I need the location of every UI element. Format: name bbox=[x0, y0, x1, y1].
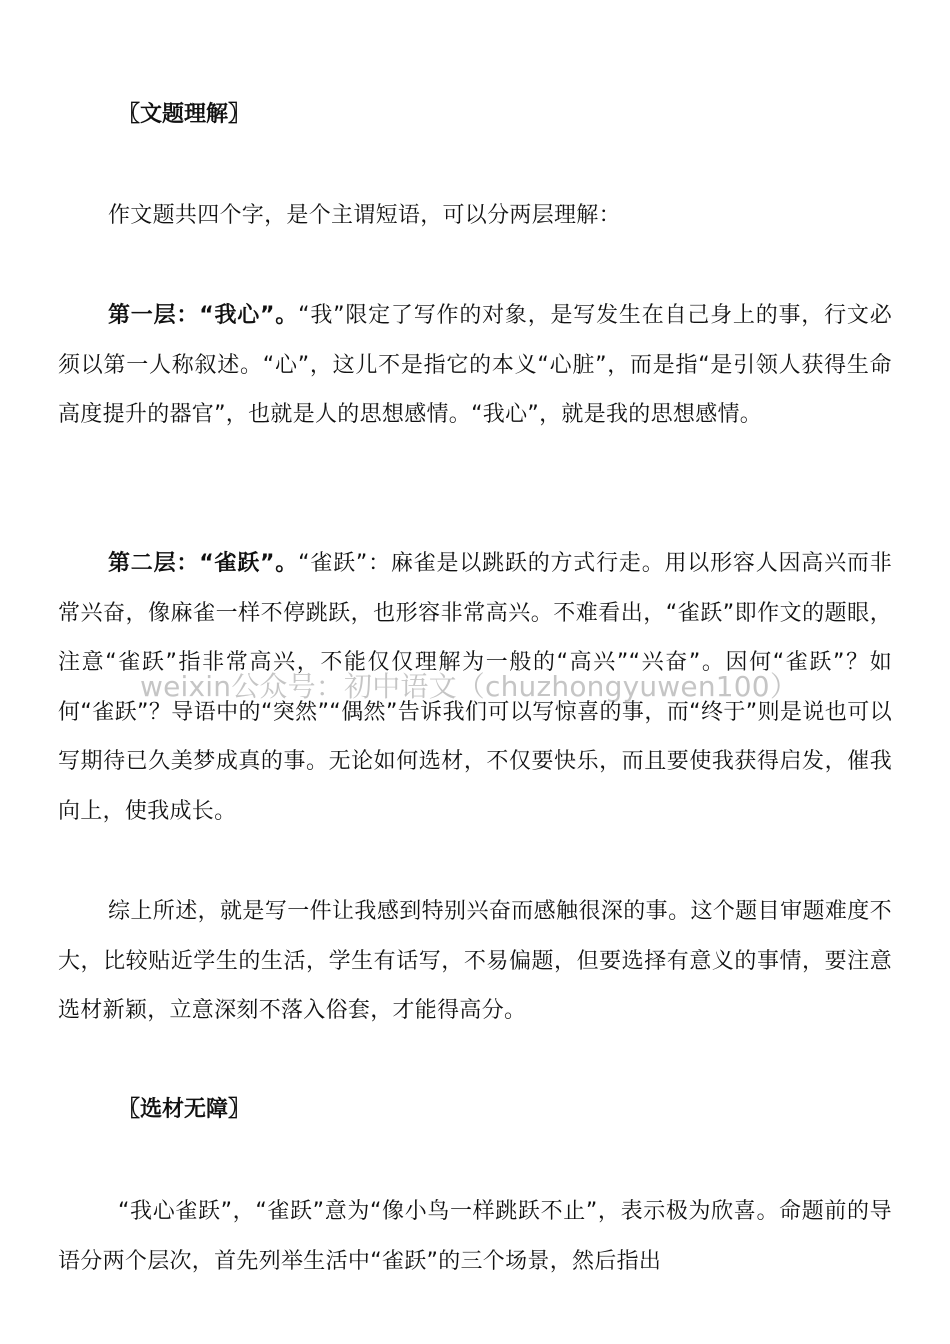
layer1-paragraph bbox=[58, 291, 892, 440]
summary-paragraph: 综上所述，就是写一件让我感到特别兴奋而感触很深的事。这个题目审题难度不大，比较贴近学生的生活，学生有话写，不易偏题，但要选择有意义的事情，要注意选材新颖，立意深刻不落入俗套，才能得高分。 bbox=[58, 899, 892, 1024]
layer2-label: 第二层：“雀跃”。 bbox=[108, 551, 299, 576]
layer1-text: “我”限定了写作的对象，是写发生在自己身上的事，行文必须以第一人称叙述。“心”，这儿不是指它的本义“心脏”，而是指“是引领人获得生命高度提升的器官”，也就是人的思想感情。“我心”，就是我的思想感情。 bbox=[58, 303, 892, 428]
section-title-material: 〖选材无障〗 bbox=[118, 1097, 251, 1122]
layer2-text: “雀跃”：麻雀是以跳跃的方式行走。用以形容人因高兴而非常兴奋，像麻雀一样不停跳跃，也形容非常高兴。不难看出，“雀跃”即作文的题眼，注意“雀跃”指非常高兴，不能仅仅理解为一般的“高兴”“兴奋”。因何“雀跃”？如何“雀跃”？导语中的“突然”“偶然”告诉我们可以写惊喜的事，而“终于”则是说也可以写期待已久美梦成真的事。无论如何选材，不仅要快乐，而且要使我获得启发，催我向上，使我成长。 bbox=[58, 551, 892, 824]
layer1-label: 第一层：“我心”。 bbox=[108, 303, 299, 328]
material-paragraph: “我心雀跃”，“雀跃”意为“像小鸟一样跳跃不止”，表示极为欣喜。命题前的导语分两个层次，首先列举生活中“雀跃”的三个场景，然后指出 bbox=[58, 1199, 892, 1274]
layer2-paragraph bbox=[58, 539, 892, 837]
section-title-understanding: 〖文题理解〗 bbox=[118, 102, 251, 127]
watermark-text: weixin公众号：初中语文（chuzhongyuwen100） bbox=[140, 670, 799, 703]
intro-paragraph: 作文题共四个字，是个主谓短语，可以分两层理解： bbox=[108, 203, 621, 228]
